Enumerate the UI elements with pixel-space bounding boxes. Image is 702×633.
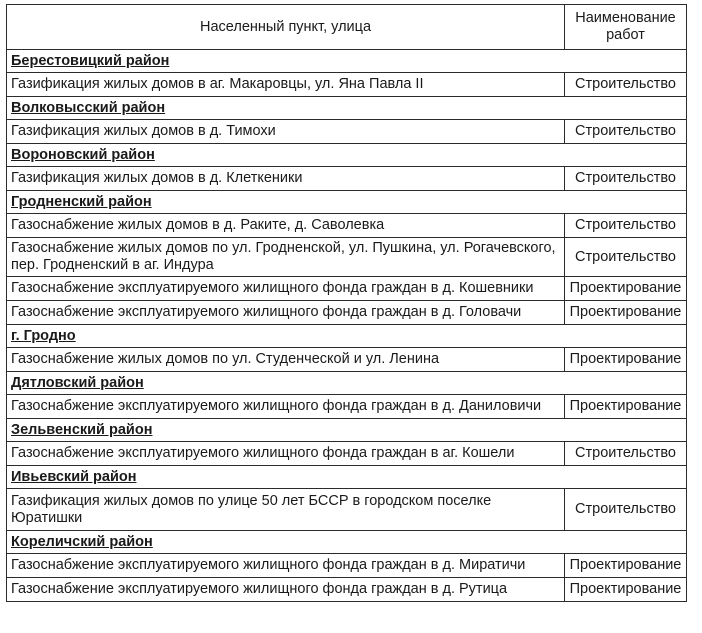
table-row [7, 167, 687, 191]
work-type-cell: Строительство [565, 442, 687, 466]
work-type-cell: Проектирование [565, 578, 687, 602]
table-row [7, 238, 687, 277]
district-row [7, 466, 687, 489]
header-work-type: Наименование работ [565, 5, 687, 50]
table-row [7, 73, 687, 97]
location-cell: Газоснабжение эксплуатируемого жилищного фонда граждан в д. Кошевники [7, 277, 565, 301]
table-row [7, 554, 687, 578]
district-row [7, 191, 687, 214]
work-type-cell: Проектирование [565, 277, 687, 301]
location-cell: Газоснабжение жилых домов по ул. Студенческой и ул. Ленина [7, 348, 565, 372]
district-row [7, 97, 687, 120]
table-row [7, 442, 687, 466]
header-row [7, 5, 687, 50]
location-cell: Газоснабжение эксплуатируемого жилищного фонда граждан в д. Миратичи [7, 554, 565, 578]
table-row [7, 214, 687, 238]
table-row [7, 348, 687, 372]
work-type-cell: Проектирование [565, 348, 687, 372]
location-cell: Газификация жилых домов по улице 50 лет БССР в городском поселке Юратишки [7, 489, 565, 531]
location-cell: Газоснабжение эксплуатируемого жилищного фонда граждан в аг. Кошели [7, 442, 565, 466]
district-name: Кореличский район [7, 531, 687, 554]
table-row [7, 120, 687, 144]
district-row [7, 325, 687, 348]
location-cell: Газоснабжение эксплуатируемого жилищного фонда граждан в д. Головачи [7, 301, 565, 325]
work-type-cell: Строительство [565, 214, 687, 238]
location-cell: Газификация жилых домов в д. Клеткеники [7, 167, 565, 191]
work-type-cell: Проектирование [565, 301, 687, 325]
header-location: Населенный пункт, улица [7, 5, 565, 50]
location-cell: Газоснабжение эксплуатируемого жилищного фонда граждан в д. Даниловичи [7, 395, 565, 419]
table-row [7, 277, 687, 301]
work-type-cell: Строительство [565, 120, 687, 144]
work-type-cell: Проектирование [565, 554, 687, 578]
gasification-table [6, 4, 687, 602]
district-row [7, 144, 687, 167]
location-cell: Газоснабжение жилых домов в д. Раките, д. Саволевка [7, 214, 565, 238]
location-cell: Газоснабжение эксплуатируемого жилищного фонда граждан в д. Рутица [7, 578, 565, 602]
district-name: Зельвенский район [7, 419, 687, 442]
district-name: Гродненский район [7, 191, 687, 214]
table-row [7, 578, 687, 602]
table-row [7, 489, 687, 531]
location-cell: Газификация жилых домов в д. Тимохи [7, 120, 565, 144]
location-cell: Газоснабжение жилых домов по ул. Гродненской, ул. Пушкина, ул. Рогачевского, пер. Гродненский в аг. Индура [7, 238, 565, 277]
district-name: Берестовицкий район [7, 50, 687, 73]
work-type-cell: Строительство [565, 238, 687, 277]
district-name: г. Гродно [7, 325, 687, 348]
table-row [7, 395, 687, 419]
work-type-cell: Строительство [565, 167, 687, 191]
district-name: Дятловский район [7, 372, 687, 395]
district-row [7, 50, 687, 73]
district-name: Волковысский район [7, 97, 687, 120]
district-name: Вороновский район [7, 144, 687, 167]
work-type-cell: Строительство [565, 73, 687, 97]
district-row [7, 372, 687, 395]
district-name: Ивьевский район [7, 466, 687, 489]
work-type-cell: Строительство [565, 489, 687, 531]
district-row [7, 531, 687, 554]
work-type-cell: Проектирование [565, 395, 687, 419]
table-row [7, 301, 687, 325]
district-row [7, 419, 687, 442]
location-cell: Газификация жилых домов в аг. Макаровцы, ул. Яна Павла II [7, 73, 565, 97]
